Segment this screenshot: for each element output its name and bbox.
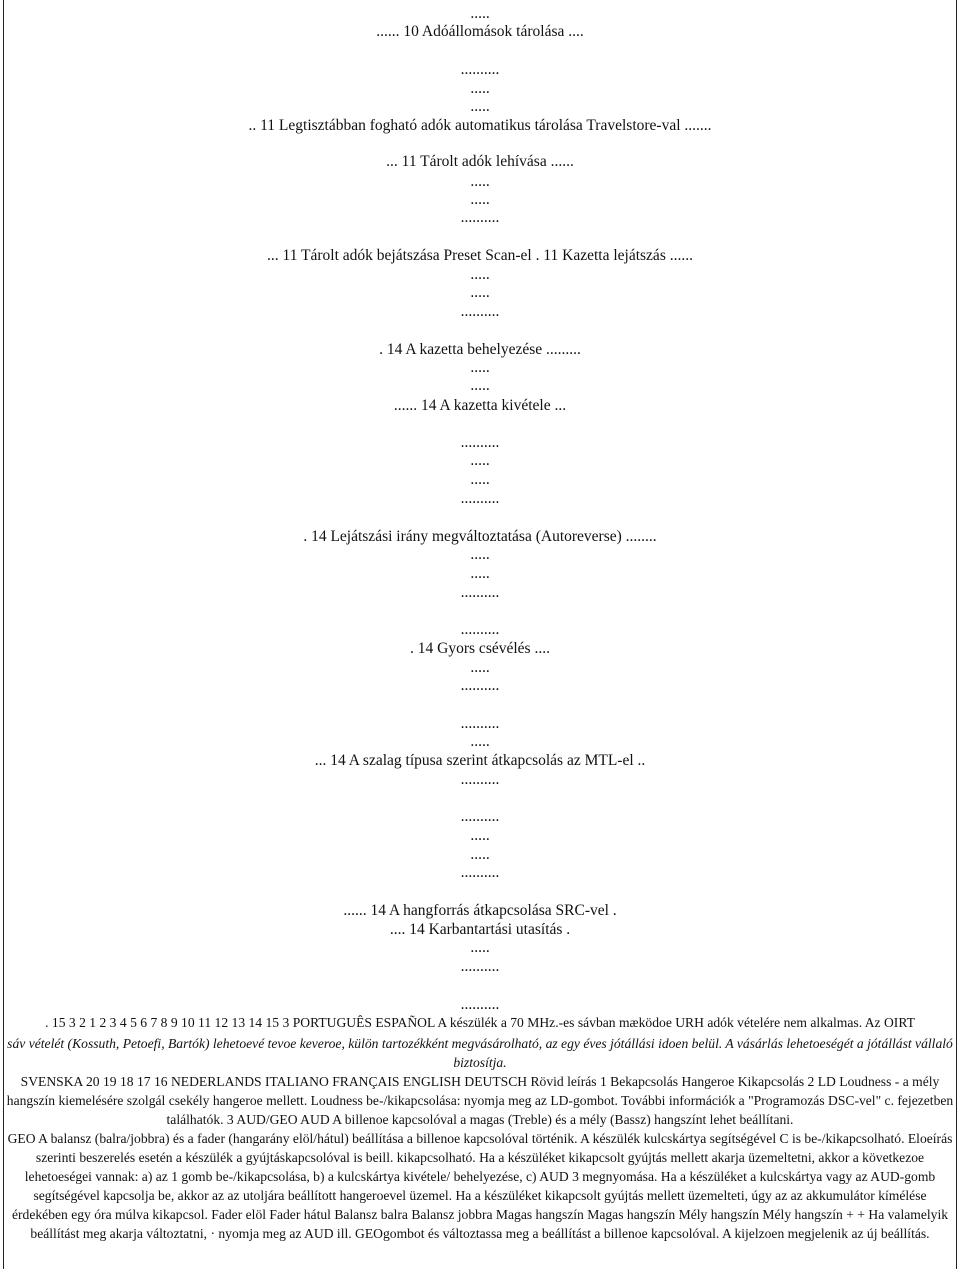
toc-line: .......... bbox=[460, 996, 500, 1013]
toc-line: ..... bbox=[470, 452, 490, 469]
toc-line: .. 11 Legtisztábban fogható adók automatikus tárolása Travelstore-val ....... bbox=[248, 117, 712, 134]
paragraph-languages: SVENSKA 20 19 18 17 16 NEDERLANDS ITALIANO FRANÇAIS ENGLISH DEUTSCH Rövid leírás 1 Bekapcsolás Hangeroe Kikapcsolás 2 LD Loudness - a mély hangszín kiemelésére szolgál csekély hangeroe mellett. Loudness be-/kikapcsolása: nyomja meg az LD-gombot. További információk a "Programozás DSC-vel" c. fejezetben találhatók. 3 AUD/GEO AUD A billenoe kapcsolóval a magas (Treble) és a mély (Bassz) hangszínt lehet beállítani. bbox=[6, 1074, 954, 1127]
toc-line: .......... bbox=[460, 808, 500, 825]
toc-line: .......... bbox=[460, 677, 500, 694]
toc-line: .......... bbox=[460, 584, 500, 601]
toc-line: ...... 10 Adóállomások tárolása .... bbox=[376, 23, 584, 40]
toc-line: ..... bbox=[470, 98, 490, 115]
toc-line: ..... bbox=[470, 733, 490, 750]
toc-line: ..... bbox=[470, 359, 490, 376]
body-text bbox=[6, 1034, 954, 1243]
toc-line: ..... bbox=[470, 377, 490, 394]
toc-line: . 14 Lejátszási irány megváltoztatása (Autoreverse) ........ bbox=[303, 528, 657, 545]
toc-line: . 14 A kazetta behelyezése ......... bbox=[379, 341, 581, 358]
paragraph-geo: GEO A balansz (balra/jobbra) és a fader (hangarány elöl/hátul) beállítása a billenoe kapcsolóval történik. A készülék kulcskártya segítségével C is be-/kikapcsolható. Eloeírás szerinti beszerelés esetén a készülék a gyújtáskapcsolóval is beill. kikapcsolható. Ha a készüléket kikapcsolt gyújtás mellett akarja üzemeltetni, akkor a következoe lehetoeségei vannak: a) az 1 gomb be-/kikapcsolása, b) a kulcskártya kivétele/ behelyezése, c) AUD 3 megnyomása. Ha a készüléket a kulcskártya vagy az AUD-gomb segítségével kapcsolja be, akkor az az utoljára beállított hangeroevel üzemel. Ha a készüléket kikapcsolt gyújtás mellett üzemelteti, úgy az az akkumulátor kímélése érdekében egy óra múlva kikapcsol. Fader elöl Fader hátul Balansz balra Balansz jobbra Magas hangszín Magas hangszín Mély hangszín Mély hangszín + + Ha valamelyik beállítást meg akarja változtatni, · nyomja meg az AUD ill. GEOgombot és változtassa meg a beállítást a billenoe kapcsolóval. A kijelzoen megjelenik az új beállítás. bbox=[7, 1131, 953, 1241]
toc-line: ...... 14 A hangforrás átkapcsolása SRC-vel . bbox=[343, 902, 617, 919]
toc-line: ..... bbox=[470, 827, 490, 844]
toc-line: ..... bbox=[470, 846, 490, 863]
toc-line: .......... bbox=[460, 490, 500, 507]
toc-line: ... 11 Tárolt adók bejátszása Preset Scan-el . 11 Kazetta lejátszás ...... bbox=[267, 247, 693, 264]
toc-line: .......... bbox=[460, 958, 500, 975]
toc-line: ..... bbox=[470, 565, 490, 582]
paragraph-oirt: sáv vételét (Kossuth, Petoefi, Bartók) lehetoevé tevoe keveroe, külön tartozékként megvásárolható, az egy éves jótállási idoen belül. A vásárlás lehetoeségét a jótállást vállaló biztosítja. bbox=[7, 1036, 953, 1070]
toc-line: ..... bbox=[470, 284, 490, 301]
toc-line: .......... bbox=[460, 771, 500, 788]
toc-line: .......... bbox=[460, 621, 500, 638]
toc-line: .......... bbox=[460, 864, 500, 881]
toc-line: ..... bbox=[470, 939, 490, 956]
toc-line: ... 11 Tárolt adók lehívása ...... bbox=[386, 153, 574, 170]
toc-line: .... 14 Karbantartási utasítás . bbox=[389, 921, 571, 938]
toc-line: .......... bbox=[460, 303, 500, 320]
toc-line: .......... bbox=[460, 61, 500, 78]
toc-line: . 14 Gyors csévélés .... bbox=[410, 640, 550, 657]
toc-line: ...... 14 A kazetta kivétele ... bbox=[393, 397, 567, 414]
toc-line: ..... bbox=[470, 471, 490, 488]
toc-line: ..... bbox=[470, 191, 490, 208]
toc-line: ..... bbox=[470, 80, 490, 97]
toc-line: ..... bbox=[470, 5, 490, 22]
toc-line: ..... bbox=[470, 173, 490, 190]
toc-line: .......... bbox=[460, 715, 500, 732]
toc-line: ..... bbox=[470, 266, 490, 283]
toc-line: ..... bbox=[470, 659, 490, 676]
toc-line: ..... bbox=[470, 546, 490, 563]
toc-line-final: . 15 3 2 1 2 3 4 5 6 7 8 9 10 11 12 13 14 15 3 PORTUGUÊS ESPAÑOL A készülék a 70 MHz.-es sávban mæködoe URH adók vételére nem alkalmas. Az OIRT bbox=[45, 1015, 915, 1030]
toc-line: ... 14 A szalag típusa szerint átkapcsolás az MTL-el .. bbox=[314, 752, 646, 769]
toc-line: .......... bbox=[460, 209, 500, 226]
toc-line: .......... bbox=[460, 434, 500, 451]
